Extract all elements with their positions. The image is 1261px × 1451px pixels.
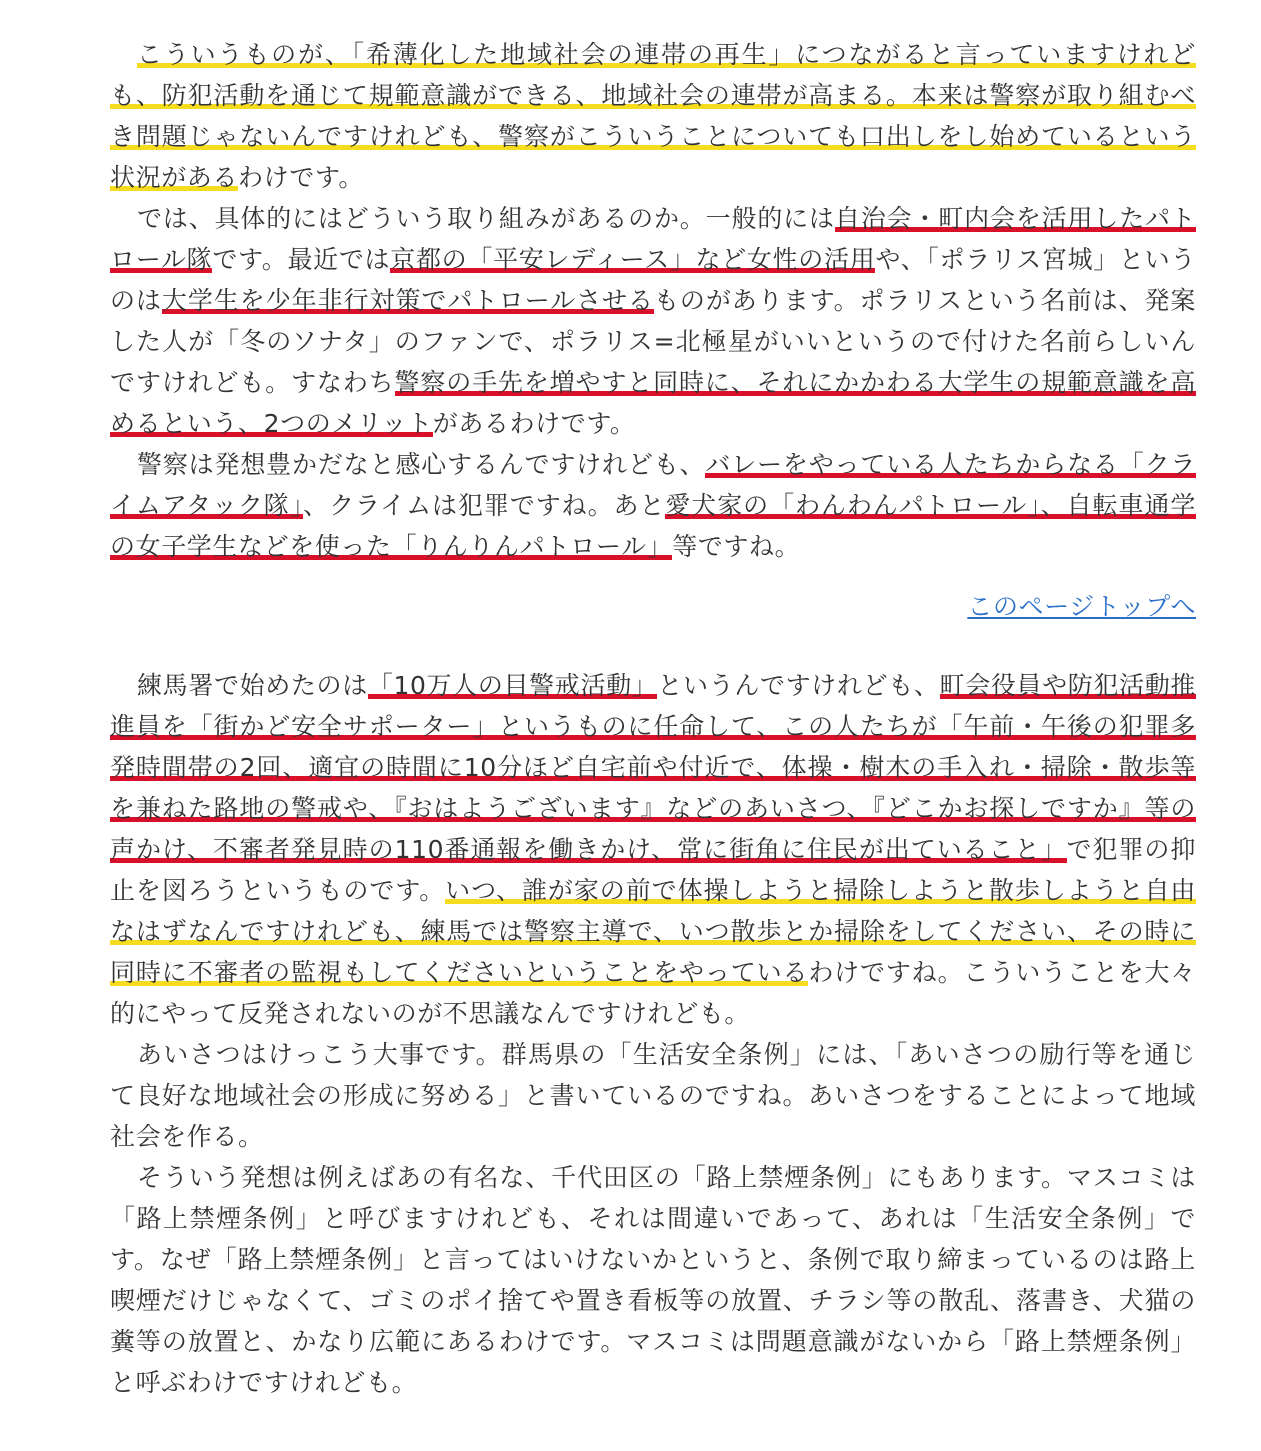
text-segment: わけです。 [238,163,365,192]
page-top-link-container [110,587,1196,629]
paragraph [110,665,1196,1034]
text-segment: わけですね。こういうことを大々的にやって反発されないのが不思議なんですけれども。 [110,958,1196,1028]
highlight-yellow: こういうものが、「希薄化した地域社会の連帯の再生」につながると言っていますけれども、防犯活動を通じて規範意識ができる、地域社会の連帯が高まる。本来は警察が取り組むべき問題じゃないんですけれども、警察がこういうことについても口出しをし始めているという状況がある [110,40,1196,192]
highlight-red: 警察の手先を増やすと同時に、それにかかわる大学生の規範意識を高めるという、2つのメリット [110,368,1196,438]
paragraph [110,1157,1196,1403]
text-segment: 、クライムは犯罪ですね。あと [303,491,666,520]
highlight-red: 京都の「平安レディース」など女性の活用 [390,245,876,274]
text-segment: ものがあります。ポラリスという名前は、発案した人が「冬のソナタ」のファンで、ポラリス=北極星がいいというので付けた名前らしいんですけれども。すなわち [110,286,1197,397]
highlight-red: 大学生を少年非行対策でパトロールさせる [161,286,654,315]
highlight-red: 町会役員や防犯活動推進員を「街かど安全サポーター」というものに任命して、この人たちが「午前・午後の犯罪多発時間帯の2回、適宜の時間に10分ほど自宅前や付近で、体操・樹木の手入れ・掃除・散歩等を兼ねた路地の警戒や、『おはようございます』などのあいさつ、『どこかお探しですか』等の声かけ、不審者発見時の110番通報を働きかけ、常に街角に住民が出ていること」 [110,671,1196,864]
text-segment: あいさつはけっこう大事です。群馬県の「生活安全条例」には、「あいさつの励行等を通じて良好な地域社会の形成に努める」と書いているのですね。あいさつをすることによって地域社会を作る。 [110,1040,1196,1151]
text-segment: では、具体的にはどういう取り組みがあるのか。一般的には [137,204,835,233]
text-segment: 等ですね。 [672,532,801,561]
highlight-yellow: いつ、誰が家の前で体操しようと掃除しようと散歩しようと自由なはずなんですけれども、練馬では警察主導で、いつ散歩とか掃除をしてください、その時に同時に不審者の監視もしてくださいということをやっている [110,876,1196,987]
page-top-link[interactable]: このページトップへ [967,592,1196,621]
text-segment: です。最近では [212,245,391,274]
highlight-red: 自治会・町内会を活用したパトロール隊 [110,204,1197,274]
highlight-red: バレーをやっている人たちからなる「クライムアタック隊」 [110,450,1197,520]
highlight-red: 「10万人の目警戒活動」 [367,671,658,700]
paragraph [110,444,1196,567]
text-segment: や、「ポラリス宮城」というのは [110,245,1196,315]
text-segment: 警察は発想豊かだなと感心するんですけれども、 [137,450,706,479]
text-segment: というんですけれども、 [657,671,940,700]
text-segment: で犯罪の抑止を図ろうというものです。 [110,835,1196,905]
paragraph [110,1034,1196,1157]
text-segment: 練馬署で始めたのは [137,671,368,700]
text-segment: があるわけです。 [432,409,636,438]
highlight-red: 愛犬家の「わんわんパトロール」、自転車通学の女子学生などを使った「りんりんパトロール」 [110,491,1196,561]
article-body [110,34,1196,1403]
paragraph [110,34,1196,198]
paragraph [110,198,1196,444]
text-segment: そういう発想は例えばあの有名な、千代田区の「路上禁煙条例」にもあります。マスコミは「路上禁煙条例」と呼びますけれども、それは間違いであって、あれは「生活安全条例」です。なぜ「路上禁煙条例」と言ってはいけないかというと、条例で取り締まっているのは路上喫煙だけじゃなくて、ゴミのポイ捨てや置き看板等の放置、チラシ等の散乱、落書き、犬猫の糞等の放置と、かなり広範にあるわけです。マスコミは問題意識がないから「路上禁煙条例」と呼ぶわけですけれども。 [110,1163,1196,1397]
